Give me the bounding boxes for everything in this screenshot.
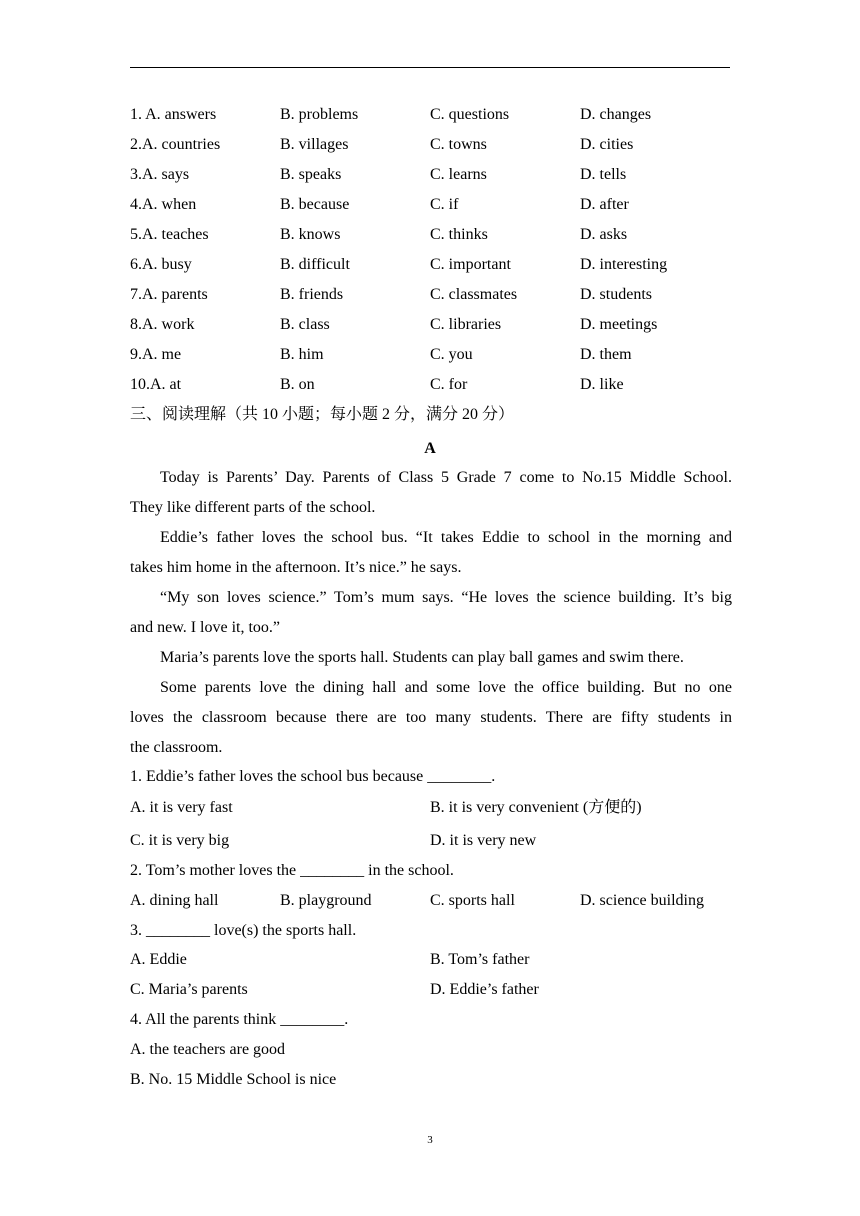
- option-6a: 6.A. busy: [130, 256, 192, 273]
- option-4d: D. after: [580, 196, 629, 213]
- option-3a: 3.A. says: [130, 166, 190, 183]
- question-1-option-d: D. it is very new: [430, 832, 537, 849]
- option-2d: D. cities: [580, 136, 634, 153]
- question-4-option-a: A. the teachers are good: [130, 1041, 286, 1058]
- passage-line-2: They like different parts of the school.: [130, 499, 376, 516]
- question-2-option-a: A. dining hall: [130, 892, 219, 909]
- option-6d: D. interesting: [580, 256, 668, 273]
- passage-line-6: and new. I love it, too.”: [130, 619, 281, 636]
- option-3d: D. tells: [580, 166, 627, 183]
- page-number: 3: [427, 1134, 433, 1146]
- question-2-option-b: B. playground: [280, 892, 372, 909]
- passage-line-4: takes him home in the afternoon. It’s nice.” he says.: [130, 559, 462, 576]
- passage-line-5: “My son loves science.” Tom’s mum says. “He loves the science building. It’s big: [160, 589, 732, 606]
- option-2c: C. towns: [430, 136, 487, 153]
- passage-line-7: Maria’s parents love the sports hall. Students can play ball games and swim there.: [160, 649, 684, 666]
- passage-line-8: Some parents love the dining hall and some love the office building. But no one: [160, 679, 732, 696]
- question-2-option-c: C. sports hall: [430, 892, 515, 909]
- question-1-option-a: A. it is very fast: [130, 799, 233, 816]
- passage-line-1: Today is Parents’ Day. Parents of Class 5 Grade 7 come to No.15 Middle School.: [160, 469, 732, 486]
- option-1a: 1. A. answers: [130, 106, 217, 123]
- option-7c: C. classmates: [430, 286, 518, 303]
- option-9b: B. him: [280, 346, 324, 363]
- question-1-stem: 1. Eddie’s father loves the school bus because ________.: [130, 768, 496, 785]
- question-3-option-d: D. Eddie’s father: [430, 981, 539, 998]
- option-3c: C. learns: [430, 166, 487, 183]
- option-7d: D. students: [580, 286, 652, 303]
- question-2-stem: 2. Tom’s mother loves the ________ in the school.: [130, 862, 454, 879]
- question-1-option-b: B. it is very convenient (方便的): [430, 799, 642, 816]
- option-2a: 2.A. countries: [130, 136, 221, 153]
- option-8d: D. meetings: [580, 316, 658, 333]
- question-3-option-c: C. Maria’s parents: [130, 981, 248, 998]
- header-rule: [130, 67, 730, 68]
- option-7b: B. friends: [280, 286, 344, 303]
- option-10d: D. like: [580, 376, 624, 393]
- option-8c: C. libraries: [430, 316, 502, 333]
- option-8b: B. class: [280, 316, 330, 333]
- passage-line-9: loves the classroom because there are too many students. There are fifty students in: [130, 709, 732, 726]
- option-4b: B. because: [280, 196, 350, 213]
- option-5c: C. thinks: [430, 226, 488, 243]
- question-2-option-d: D. science building: [580, 892, 704, 909]
- question-4-option-b: B. No. 15 Middle School is nice: [130, 1071, 337, 1088]
- passage-label: A: [424, 440, 436, 457]
- option-1d: D. changes: [580, 106, 652, 123]
- option-8a: 8.A. work: [130, 316, 195, 333]
- option-10b: B. on: [280, 376, 315, 393]
- option-1c: C. questions: [430, 106, 510, 123]
- option-9c: C. you: [430, 346, 473, 363]
- question-4-stem: 4. All the parents think ________.: [130, 1011, 349, 1028]
- question-3-stem: 3. ________ love(s) the sports hall.: [130, 922, 357, 939]
- option-2b: B. villages: [280, 136, 349, 153]
- question-3-option-b: B. Tom’s father: [430, 951, 530, 968]
- option-5b: B. knows: [280, 226, 341, 243]
- option-5d: D. asks: [580, 226, 628, 243]
- option-6c: C. important: [430, 256, 511, 273]
- question-3-option-a: A. Eddie: [130, 951, 187, 968]
- option-4a: 4.A. when: [130, 196, 197, 213]
- option-3b: B. speaks: [280, 166, 342, 183]
- option-4c: C. if: [430, 196, 459, 213]
- option-10c: C. for: [430, 376, 468, 393]
- option-5a: 5.A. teaches: [130, 226, 209, 243]
- option-9d: D. them: [580, 346, 632, 363]
- option-1b: B. problems: [280, 106, 359, 123]
- option-7a: 7.A. parents: [130, 286, 208, 303]
- section-heading: 三、阅读理解（共 10 小题；每小题 2 分，满分 20 分）: [130, 406, 515, 423]
- option-9a: 9.A. me: [130, 346, 182, 363]
- option-6b: B. difficult: [280, 256, 350, 273]
- question-1-option-c: C. it is very big: [130, 832, 230, 849]
- passage-line-3: Eddie’s father loves the school bus. “It takes Eddie to school in the morning and: [160, 529, 732, 546]
- option-10a: 10.A. at: [130, 376, 182, 393]
- passage-line-10: the classroom.: [130, 739, 223, 756]
